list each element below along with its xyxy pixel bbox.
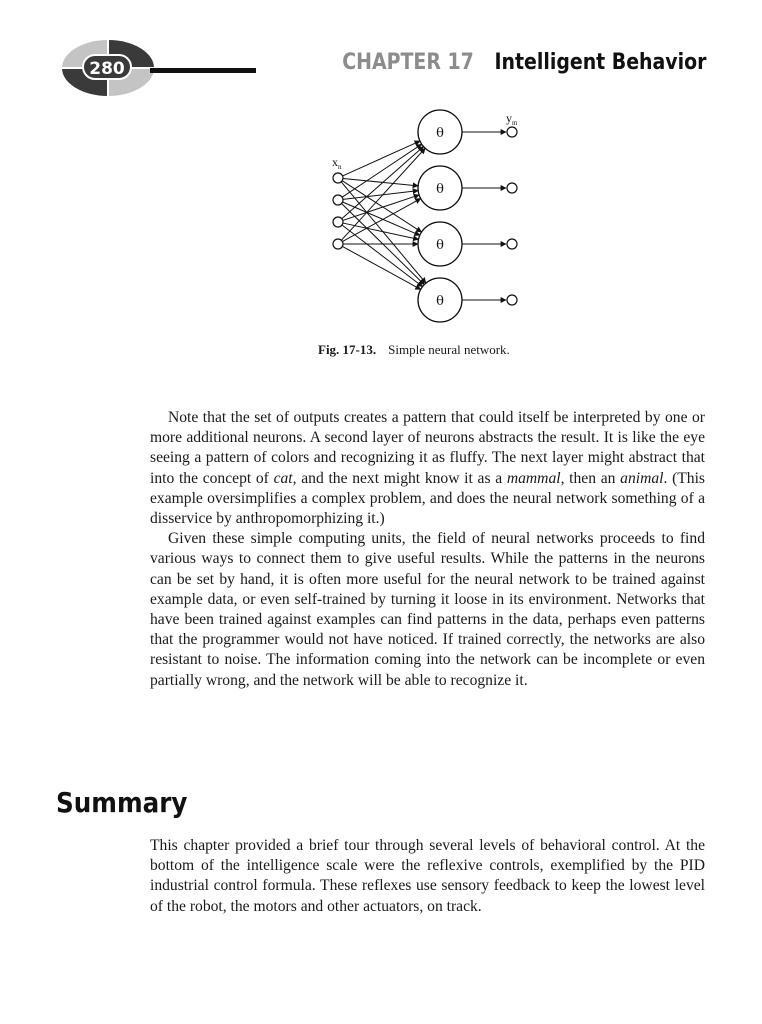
- input-label: $x_n$: [332, 155, 342, 171]
- input-node: [333, 217, 343, 227]
- figure-number: Fig. 17-13.: [318, 342, 377, 357]
- body-text: [150, 408, 705, 691]
- output-node: [507, 295, 517, 305]
- summary-text: [150, 836, 705, 917]
- paragraph-1: Note that the set of outputs creates a pattern that could itself be interpreted by one or more additional neurons. A second layer of neurons abstracts the result. It is like the eye seeing a pattern of colors and recognizing it as fluffy. The next layer might abstract that into the concept of cat, and the next might know it as a mammal, then an animal. (This example oversimplifies a complex problem, and does the neural network something of a disservice by anthropomorphizing it.): [150, 409, 705, 528]
- page-number: 280: [82, 54, 132, 80]
- output-node: [507, 127, 517, 137]
- input-node: [333, 239, 343, 249]
- figure-caption-text: Simple neural network.: [388, 342, 510, 357]
- connection-edge: [342, 225, 423, 287]
- chapter-label: CHAPTER 17: [341, 50, 474, 75]
- input-node: [333, 195, 343, 205]
- output-node: [507, 183, 517, 193]
- neuron-threshold-label: θ: [436, 182, 444, 197]
- neuron-threshold-label: θ: [436, 294, 444, 309]
- term-mammal: mammal: [506, 469, 561, 487]
- output-node: [507, 239, 517, 249]
- connection-edge: [342, 246, 420, 289]
- term-cat: cat: [273, 469, 293, 487]
- connection-edge: [342, 199, 420, 242]
- header-rule: [150, 68, 256, 73]
- neural-network-figure: [316, 108, 532, 332]
- figure-caption: [318, 342, 510, 358]
- chapter-title: Intelligent Behavior: [494, 50, 706, 75]
- connection-edge: [343, 191, 418, 200]
- connection-edge: [342, 181, 421, 232]
- neuron-threshold-label: θ: [436, 126, 444, 141]
- paragraph-2: Given these simple computing units, the field of neural networks proceeds to find various ways to connect them to give useful results. While the patterns in the neurons can be set by hand, it is often more useful for the neural network to be trained against example data, or even self-trained by turning it loose in its environment. Networks that have been trained against examples can find patterns in the data, perhaps even patterns that the programmer would not have noticed. If trained correctly, the networks are also resistant to noise. The information coming into the network can be incomplete or even partially wrong, and the network will be able to recognize it.: [150, 530, 705, 689]
- summary-heading: Summary: [56, 786, 188, 819]
- term-animal: animal: [620, 469, 664, 487]
- running-head: [342, 50, 706, 75]
- input-node: [333, 173, 343, 183]
- summary-paragraph: This chapter provided a brief tour through several levels of behavioral control. At the bottom of the intelligence scale were the reflexive controls, exemplified by the PID industrial control formula. These reflexes use sensory feedback to keep the lowest level of the robot, the motors and other actuators, on track.: [150, 837, 705, 915]
- output-label: $y_m$: [506, 111, 518, 127]
- neuron-threshold-label: θ: [436, 238, 444, 253]
